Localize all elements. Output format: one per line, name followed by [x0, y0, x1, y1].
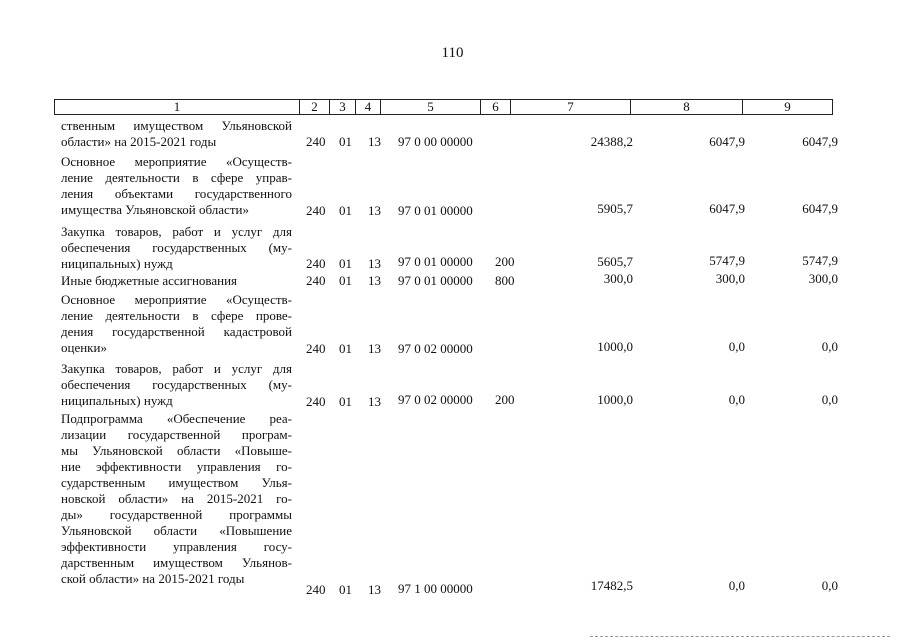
- cell-pr: 13: [368, 341, 381, 356]
- description-line: дарственным имуществом Ульянов-: [61, 555, 292, 570]
- cell-gr: 240: [306, 341, 326, 356]
- cell-pr: 13: [368, 394, 381, 409]
- description-line: Основное мероприятие «Осуществ-: [61, 292, 292, 307]
- cell-col-9: 0,0: [821, 578, 838, 593]
- description-line: дения государственной кадастровой: [61, 324, 292, 339]
- description-line: имущества Ульяновской области»: [61, 202, 249, 217]
- cell-vr: 200: [495, 254, 515, 269]
- header-col-2: 2: [300, 100, 330, 115]
- cell-gr: 240: [306, 256, 326, 271]
- cell-csr: 97 0 01 00000: [398, 203, 473, 218]
- cell-rz: 01: [339, 273, 352, 288]
- cell-vr: 800: [495, 273, 515, 288]
- description-line: ниципальных) нужд: [61, 256, 173, 271]
- cell-pr: 13: [368, 256, 381, 271]
- header-col-9: 9: [743, 100, 833, 115]
- cell-rz: 01: [339, 256, 352, 271]
- cell-gr: 240: [306, 273, 326, 288]
- cell-pr: 13: [368, 582, 381, 597]
- cell-gr: 240: [306, 394, 326, 409]
- cell-col-9: 5747,9: [802, 253, 838, 268]
- cell-col-7: 5905,7: [597, 201, 633, 216]
- header-col-7: 7: [511, 100, 631, 115]
- cell-col-7: 24388,2: [590, 134, 633, 149]
- cell-col-8: 6047,9: [709, 134, 745, 149]
- cell-pr: 13: [368, 273, 381, 288]
- header-col-8: 8: [631, 100, 743, 115]
- description-line: Основное мероприятие «Осуществ-: [61, 154, 292, 169]
- description-line: эффективности управления госу-: [61, 539, 292, 554]
- cell-col-8: 5747,9: [709, 253, 745, 268]
- cell-rz: 01: [339, 394, 352, 409]
- cell-csr: 97 0 02 00000: [398, 392, 473, 407]
- header-col-6: 6: [481, 100, 511, 115]
- description-line: ской области» на 2015-2021 годы: [61, 571, 245, 586]
- description-line: ды» государственной программы: [61, 507, 292, 522]
- header-row: [55, 100, 833, 115]
- description-line: Подпрограмма «Обеспечение реа-: [61, 411, 292, 426]
- row-description: [61, 224, 292, 272]
- cell-csr: 97 1 00 00000: [398, 581, 473, 596]
- cell-pr: 13: [368, 134, 381, 149]
- cell-col-9: 0,0: [821, 339, 838, 354]
- cell-rz: 01: [339, 134, 352, 149]
- description-line: Закупка товаров, работ и услуг для: [61, 361, 292, 376]
- cell-col-8: 0,0: [728, 339, 745, 354]
- cell-col-8: 6047,9: [709, 201, 745, 216]
- cell-col-9: 0,0: [821, 392, 838, 407]
- description-line: новской области» на 2015-2021 го-: [61, 491, 292, 506]
- cell-col-8: 0,0: [728, 392, 745, 407]
- cell-col-9: 6047,9: [802, 201, 838, 216]
- cell-col-8: 300,0: [715, 271, 745, 286]
- cell-rz: 01: [339, 203, 352, 218]
- row-description: [61, 411, 292, 587]
- cell-col-8: 0,0: [728, 578, 745, 593]
- description-line: сударственным имуществом Улья-: [61, 475, 292, 490]
- description-line: ление деятельности в сфере прове-: [61, 308, 292, 323]
- row-description: [61, 118, 292, 150]
- header-col-1: 1: [55, 100, 300, 115]
- cell-vr: 200: [495, 392, 515, 407]
- cell-col-7: 5605,7: [597, 254, 633, 269]
- cell-col-7: 1000,0: [597, 339, 633, 354]
- header-col-3: 3: [330, 100, 356, 115]
- cell-pr: 13: [368, 203, 381, 218]
- description-line: Иные бюджетные ассигнования: [61, 273, 238, 288]
- header-col-4: 4: [356, 100, 381, 115]
- cell-rz: 01: [339, 582, 352, 597]
- page-number: 110: [441, 45, 464, 61]
- cell-col-7: 1000,0: [597, 392, 633, 407]
- description-line: обеспечения государственных (му-: [61, 240, 292, 255]
- cell-gr: 240: [306, 582, 326, 597]
- cell-col-7: 17482,5: [590, 578, 633, 593]
- row-description: [61, 273, 292, 289]
- description-line: ние эффективности управления го-: [61, 459, 292, 474]
- description-line: лизации государственной програм-: [61, 427, 292, 442]
- row-description: [61, 361, 292, 409]
- description-line: Закупка товаров, работ и услуг для: [61, 224, 292, 239]
- description-line: ниципальных) нужд: [61, 393, 173, 408]
- description-line: ление деятельности в сфере управ-: [61, 170, 292, 185]
- footer-divider: [590, 636, 890, 639]
- description-line: оценки»: [61, 340, 107, 355]
- row-description: [61, 292, 292, 356]
- cell-col-7: 300,0: [603, 271, 633, 286]
- header-col-5: 5: [381, 100, 481, 115]
- description-line: ственным имуществом Ульяновской: [61, 118, 292, 133]
- description-line: Ульяновской области «Повышение: [61, 523, 292, 538]
- description-line: области» на 2015-2021 годы: [61, 134, 217, 149]
- description-line: мы Ульяновской области «Повыше-: [61, 443, 292, 458]
- column-header-table: [54, 99, 833, 115]
- cell-csr: 97 0 01 00000: [398, 273, 473, 288]
- cell-rz: 01: [339, 341, 352, 356]
- description-line: обеспечения государственных (му-: [61, 377, 292, 392]
- cell-csr: 97 0 02 00000: [398, 341, 473, 356]
- description-line: ления объектами государственного: [61, 186, 292, 201]
- row-description: [61, 154, 292, 218]
- cell-col-9: 6047,9: [802, 134, 838, 149]
- cell-csr: 97 0 00 00000: [398, 134, 473, 149]
- cell-csr: 97 0 01 00000: [398, 254, 473, 269]
- cell-gr: 240: [306, 203, 326, 218]
- cell-col-9: 300,0: [808, 271, 838, 286]
- cell-gr: 240: [306, 134, 326, 149]
